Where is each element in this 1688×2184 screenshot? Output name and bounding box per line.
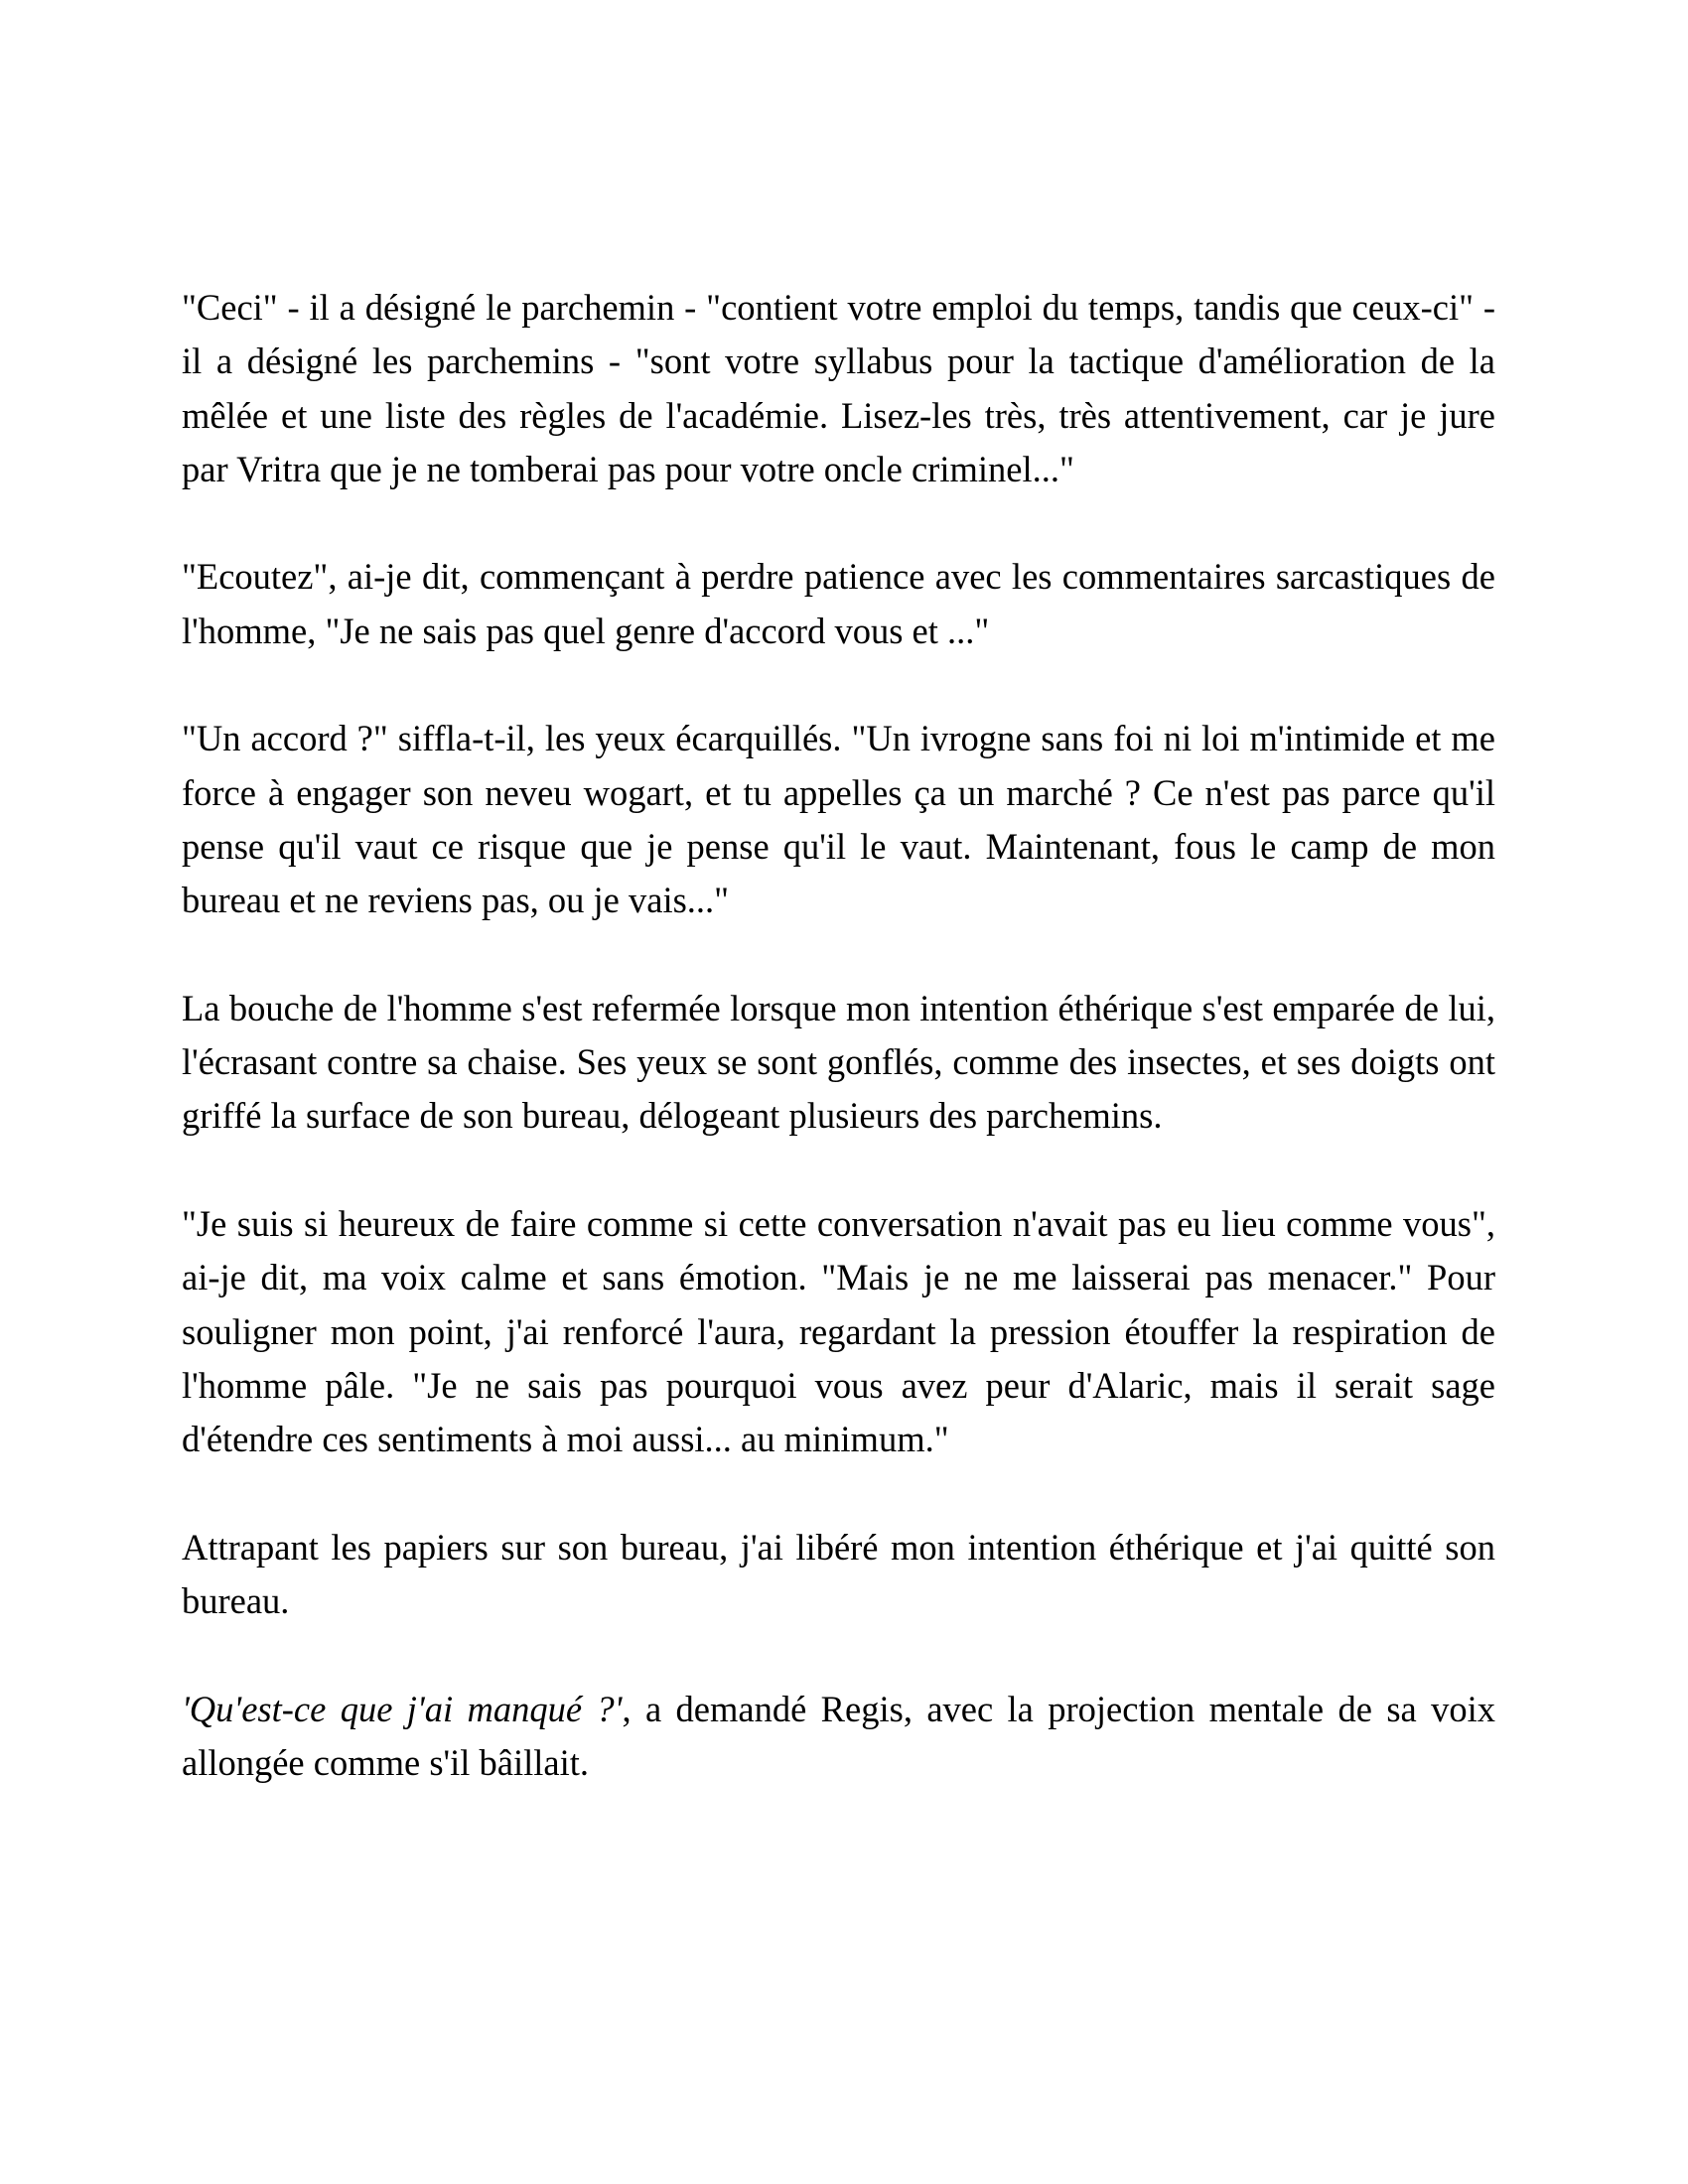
telepathic-speech: 'Qu'est-ce que j'ai manqué ?' — [182, 1688, 623, 1729]
paragraph-7-text: , a demandé Regis, avec la projection mentale de sa voix allongée comme s'il bâillait. — [182, 1688, 1495, 1784]
paragraph-7 — [182, 1683, 1495, 1791]
paragraph-3: "Un accord ?" siffla-t-il, les yeux écarquillés. "Un ivrogne sans foi ni loi m'intimide et me force à engager son neveu wogart, et tu appelles ça un marché ? Ce n'est pas parce qu'il pense qu'il vaut ce risque que je pense qu'il le vaut. Maintenant, fous le camp de mon bureau et ne reviens pas, ou je vais..." — [182, 718, 1495, 921]
paragraph-5: "Je suis si heureux de faire comme si cette conversation n'avait pas eu lieu comme vous", ai-je dit, ma voix calme et sans émotion. "Mais je ne me laisserai pas menacer." Pour souligner mon point, j'ai renforcé l'aura, regardant la pression étouffer la respiration de l'homme pâle. "Je ne sais pas pourquoi vous avez peur d'Alaric, mais il serait sage d'étendre ces sentiments à moi aussi... au minimum." — [182, 1203, 1495, 1460]
document-page — [182, 281, 1495, 1844]
paragraph-6: Attrapant les papiers sur son bureau, j'ai libéré mon intention éthérique et j'ai quitté son bureau. — [182, 1526, 1495, 1622]
paragraph-4: La bouche de l'homme s'est refermée lorsque mon intention éthérique s'est emparée de lui, l'écrasant contre sa chaise. Ses yeux se sont gonflés, comme des insectes, et ses doigts ont griffé la surface de son bureau, délogeant plusieurs des parchemins. — [182, 987, 1495, 1137]
paragraph-2: "Ecoutez", ai-je dit, commençant à perdre patience avec les commentaires sarcastiques de l'homme, "Je ne sais pas quel genre d'accord vous et ..." — [182, 556, 1495, 651]
paragraph-1: "Ceci" - il a désigné le parchemin - "contient votre emploi du temps, tandis que ceux-ci" - il a désigné les parchemins - "sont votre syllabus pour la tactique d'amélioration de la mêlée et une liste des règles de l'académie. Lisez-les très, très attentivement, car je jure par Vritra que je ne tomberai pas pour votre oncle criminel..." — [182, 287, 1495, 489]
